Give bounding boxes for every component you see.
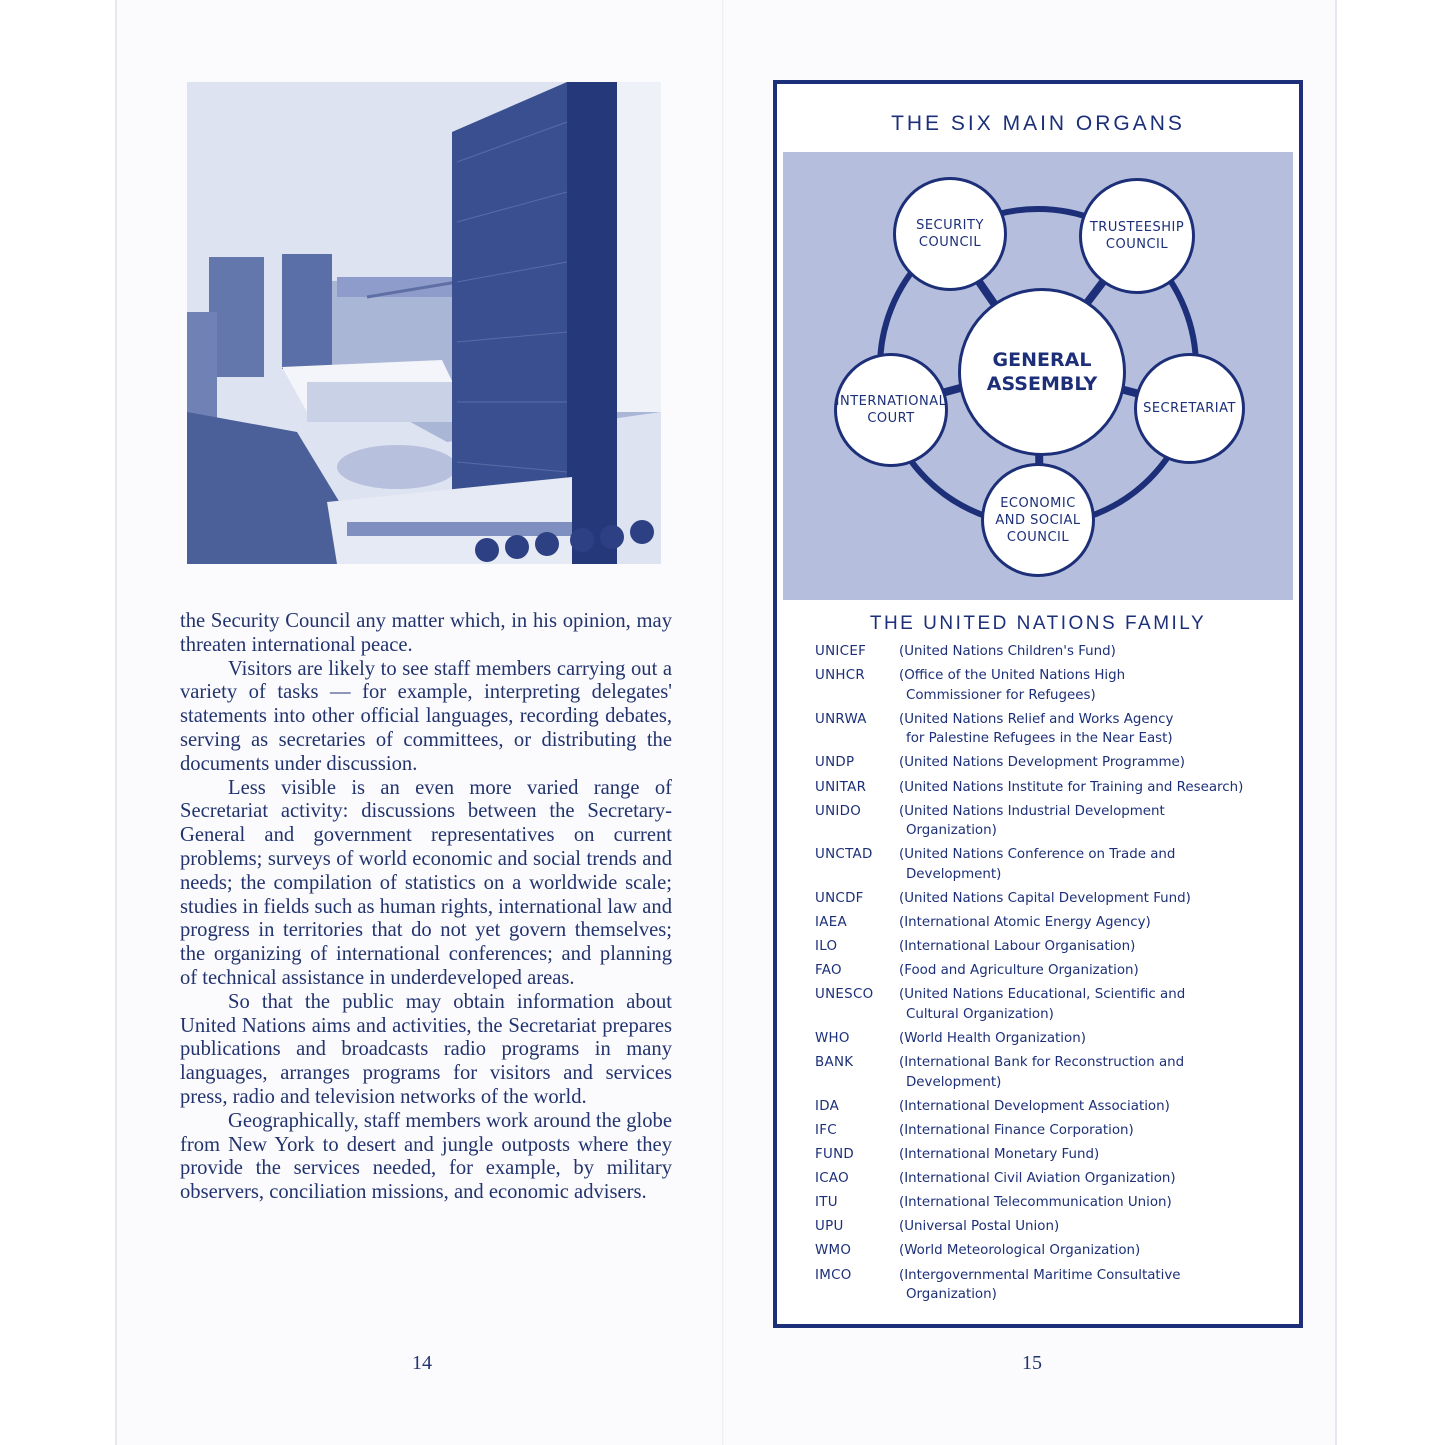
agency-abbreviation: UNCTAD: [815, 847, 873, 863]
paragraph: the Security Council any matter which, in his opinion, may threaten international peace.: [180, 610, 672, 656]
agency-name-line-2: Development): [906, 1074, 1002, 1090]
agency-full-name: [899, 666, 1275, 705]
agency-name-line-1: (International Labour Organisation): [899, 939, 1136, 955]
agency-name-line-1: (United Nations Institute for Training and Research): [899, 779, 1244, 795]
agency-abbreviation: BANK: [815, 1055, 854, 1071]
family-row: [815, 1029, 1275, 1049]
agency-abbreviation: FUND: [815, 1147, 855, 1163]
agency-name-line-1: (International Bank for Reconstruction and: [899, 1055, 1185, 1071]
agency-name-line-2: Organization): [906, 823, 997, 839]
agency-name-line-1: (World Meteorological Organization): [899, 1243, 1141, 1259]
agency-abbreviation: FAO: [815, 963, 842, 979]
family-row: [815, 1217, 1275, 1237]
agency-name-line-2: Commissioner for Refugees): [906, 687, 1096, 703]
un-headquarters-photo-illustration: [187, 82, 661, 564]
agency-name-line-1: (United Nations Development Programme): [899, 755, 1185, 771]
agency-name-line-1: (Office of the United Nations High: [899, 668, 1126, 684]
agency-full-name: [899, 802, 1275, 841]
family-row: [815, 1097, 1275, 1117]
agency-abbreviation: ICAO: [815, 1171, 849, 1187]
agency-name-line-1: (United Nations Conference on Trade and: [899, 847, 1176, 863]
agency-full-name: [899, 889, 1275, 909]
agency-name-line-2: for Palestine Refugees in the Near East): [906, 731, 1173, 747]
agency-full-name: [899, 1193, 1275, 1213]
family-row: [815, 1053, 1275, 1092]
agency-full-name: [899, 1266, 1275, 1305]
un-headquarters-photo: [187, 82, 661, 564]
family-row: [815, 1145, 1275, 1165]
paragraph: Visitors are likely to see staff members carrying out a variety of tasks — for example, interpreting delegates' statements into other official languages, recording debates, serving as secretaries of committees, or distributing the documents under discussion.: [180, 657, 672, 775]
agency-abbreviation: IFC: [815, 1122, 837, 1138]
agency-full-name: [899, 845, 1275, 884]
agency-abbreviation: IMCO: [815, 1267, 852, 1283]
agency-name-line-1: (International Telecommunication Union): [899, 1195, 1172, 1211]
agency-full-name: [899, 1121, 1275, 1141]
agency-full-name: [899, 710, 1275, 749]
agency-name-line-1: (International Development Association): [899, 1098, 1170, 1114]
agency-full-name: [899, 1217, 1275, 1237]
agency-abbreviation: UNCDF: [815, 891, 864, 907]
un-organs-panel: [773, 80, 1303, 1328]
agency-full-name: [899, 1169, 1275, 1189]
agency-abbreviation: UPU: [815, 1219, 844, 1235]
agency-name-line-1: (Food and Agriculture Organization): [899, 963, 1139, 979]
agency-name-line-2: Development): [906, 866, 1002, 882]
agency-full-name: [899, 1097, 1275, 1117]
family-row: [815, 1121, 1275, 1141]
agency-full-name: [899, 1029, 1275, 1049]
secretariat-circle: SECRETARIAT: [1134, 353, 1245, 464]
page-number-left: 14: [412, 1352, 432, 1374]
family-row: [815, 845, 1275, 884]
organs-diagram: [783, 152, 1293, 600]
agency-name-line-1: (International Finance Corporation): [899, 1122, 1134, 1138]
family-row: [815, 753, 1275, 773]
family-title: THE UNITED NATIONS FAMILY: [869, 613, 1207, 634]
general-assembly-circle: GENERAL ASSEMBLY: [958, 288, 1126, 456]
agency-name-line-1: (United Nations Children's Fund): [899, 644, 1116, 659]
security-council-circle: SECURITY COUNCIL: [893, 177, 1007, 291]
agency-name-line-1: (International Atomic Energy Agency): [899, 915, 1151, 931]
family-row: [815, 961, 1275, 981]
agency-name-line-1: (Intergovernmental Maritime Consultative: [899, 1267, 1181, 1283]
paragraph: Geographically, staff members work around the globe from New York to desert and jungle outposts where they provide the services needed, for example, by military observers, conciliation missions, and economic advisers.: [180, 1109, 672, 1204]
agency-full-name: [899, 642, 1275, 662]
family-row: [815, 642, 1275, 662]
international-court-circle: INTERNATIONAL COURT: [834, 353, 948, 467]
family-row: [815, 1241, 1275, 1261]
organs-title: THE SIX MAIN ORGANS: [891, 112, 1185, 135]
agency-abbreviation: WHO: [815, 1031, 850, 1047]
agency-full-name: [899, 937, 1275, 957]
agency-name-line-1: (United Nations Relief and Works Agency: [899, 711, 1174, 727]
agency-full-name: [899, 1241, 1275, 1261]
family-row: [815, 937, 1275, 957]
family-row: [815, 666, 1275, 705]
family-row: [815, 889, 1275, 909]
body-text: [180, 610, 672, 1205]
family-row: [815, 1193, 1275, 1213]
agency-name-line-1: (International Civil Aviation Organization): [899, 1171, 1176, 1187]
agency-name-line-1: (United Nations Capital Development Fund): [899, 891, 1191, 907]
agency-name-line-1: (Universal Postal Union): [899, 1219, 1060, 1235]
agency-name-line-2: Cultural Organization): [906, 1007, 1054, 1022]
family-row: [815, 710, 1275, 749]
family-row: [815, 1169, 1275, 1189]
agency-full-name: [899, 913, 1275, 933]
agency-name-line-1: (United Nations Educational, Scientific and: [899, 987, 1186, 1003]
agency-abbreviation: UNRWA: [815, 711, 867, 727]
agency-name-line-1: (World Health Organization): [899, 1031, 1086, 1047]
agency-name-line-2: Organization): [906, 1287, 997, 1303]
family-row: [815, 913, 1275, 933]
paragraph: So that the public may obtain information about United Nations aims and activities, the Secretariat prepares publications and broadcasts radio programs in many languages, arranges programs for visitors and services press, radio and television networks of the world.: [180, 990, 672, 1108]
family-row: [815, 985, 1275, 1024]
family-row: [815, 802, 1275, 841]
agency-full-name: [899, 985, 1275, 1024]
agency-name-line-1: (United Nations Industrial Development: [899, 803, 1165, 819]
agency-abbreviation: ILO: [815, 939, 838, 955]
agency-abbreviation: UNESCO: [815, 987, 874, 1003]
agency-full-name: [899, 778, 1275, 798]
agency-abbreviation: ITU: [815, 1195, 838, 1211]
agency-abbreviation: UNDP: [815, 755, 855, 771]
agency-full-name: [899, 1053, 1275, 1092]
agency-abbreviation: UNICEF: [815, 644, 867, 659]
agency-abbreviation: UNITAR: [815, 779, 867, 795]
agency-abbreviation: UNHCR: [815, 668, 866, 684]
agency-full-name: [899, 961, 1275, 981]
family-list: [815, 642, 1275, 1309]
family-row: [815, 778, 1275, 798]
agency-abbreviation: UNIDO: [815, 803, 862, 819]
book-gutter: [722, 0, 724, 1445]
economic-social-council-circle: ECONOMIC AND SOCIAL COUNCIL: [981, 463, 1095, 577]
agency-name-line-1: (International Monetary Fund): [899, 1147, 1100, 1163]
agency-full-name: [899, 1145, 1275, 1165]
agency-abbreviation: IDA: [815, 1098, 840, 1114]
trusteeship-council-circle: TRUSTEESHIP COUNCIL: [1079, 178, 1195, 294]
agency-full-name: [899, 753, 1275, 773]
family-row: [815, 1266, 1275, 1305]
paragraph: Less visible is an even more varied range of Secretariat activity: discussions between the Secretary-General and government representatives on current problems; surveys of world economic and social trends and needs; the compilation of statistics on a worldwide scale; studies in fields such as human rights, international law and progress in territories that do not yet govern themselves; the organizing of international conferences; and planning of technical assistance in underdeveloped areas.: [180, 776, 672, 989]
agency-abbreviation: WMO: [815, 1243, 852, 1259]
page-number-right: 15: [1022, 1352, 1042, 1374]
agency-abbreviation: IAEA: [815, 915, 847, 931]
